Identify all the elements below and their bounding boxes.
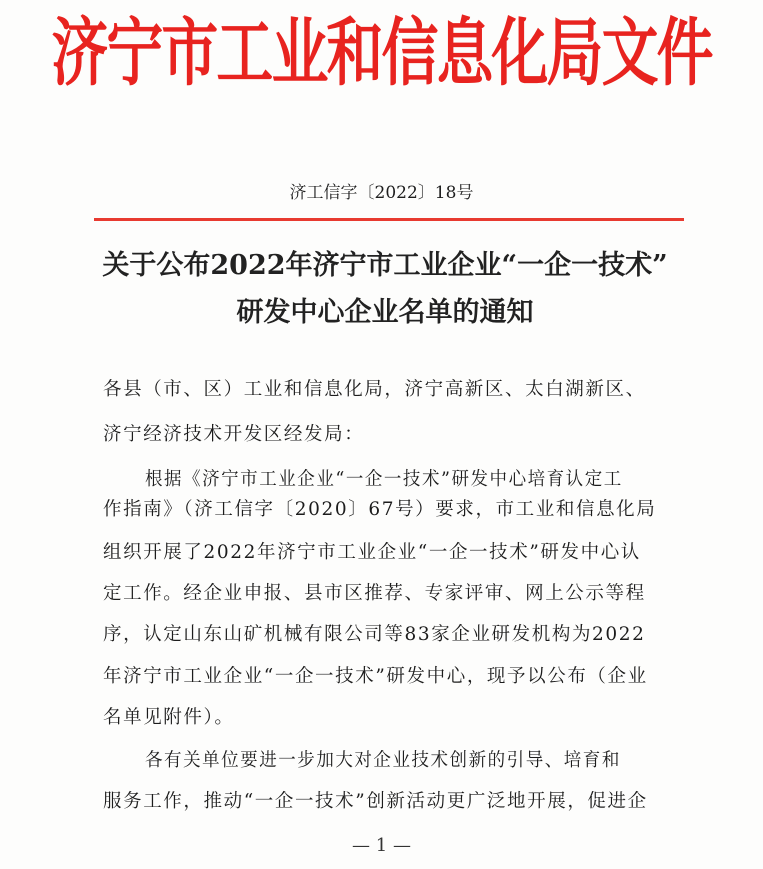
body-text-line: 作指南》（济工信字〔2020〕67号）要求，市工业和信息化局 xyxy=(103,499,657,520)
body-text-line: 名单见附件）。 xyxy=(103,707,235,728)
body-text-line: 年济宁市工业企业“一企一技术”研发中心，现予以公布（企业 xyxy=(103,666,648,687)
body-text-line: 各有关单位要进一步加大对企业技术创新的引导、培育和 xyxy=(145,750,621,771)
body-text-line: 组织开展了2022年济宁市工业企业“一企一技术”研发中心认 xyxy=(103,542,641,563)
body-text-line: 各县（市、区）工业和信息化局，济宁高新区、太白湖新区、 xyxy=(103,379,646,400)
notice-title-line-2: 研发中心企业名单的通知 xyxy=(236,297,534,328)
body-text-line: 序，认定山东山矿机械有限公司等83家企业研发机构为2022 xyxy=(103,624,646,645)
red-divider-rule xyxy=(94,218,684,221)
body-text-line: 根据《济宁市工业企业“一企一技术”研发中心培育认定工 xyxy=(145,469,623,490)
body-text-line: 定工作。经企业申报、县市区推荐、专家评审、网上公示等程 xyxy=(103,583,646,604)
page-number: — 1 — xyxy=(352,835,411,856)
body-text-line: 服务工作，推动“一企一技术”创新活动更广泛地开展，促进企 xyxy=(103,791,648,812)
notice-title-line-1: 关于公布2022年济宁市工业企业“一企一技术” xyxy=(102,250,668,281)
body-text-line: 济宁经济技术开发区经发局： xyxy=(103,424,365,445)
document-number: 济工信字〔2022〕18号 xyxy=(289,183,474,203)
document-header-title: 济宁市工业和信息化局文件 xyxy=(51,9,712,96)
